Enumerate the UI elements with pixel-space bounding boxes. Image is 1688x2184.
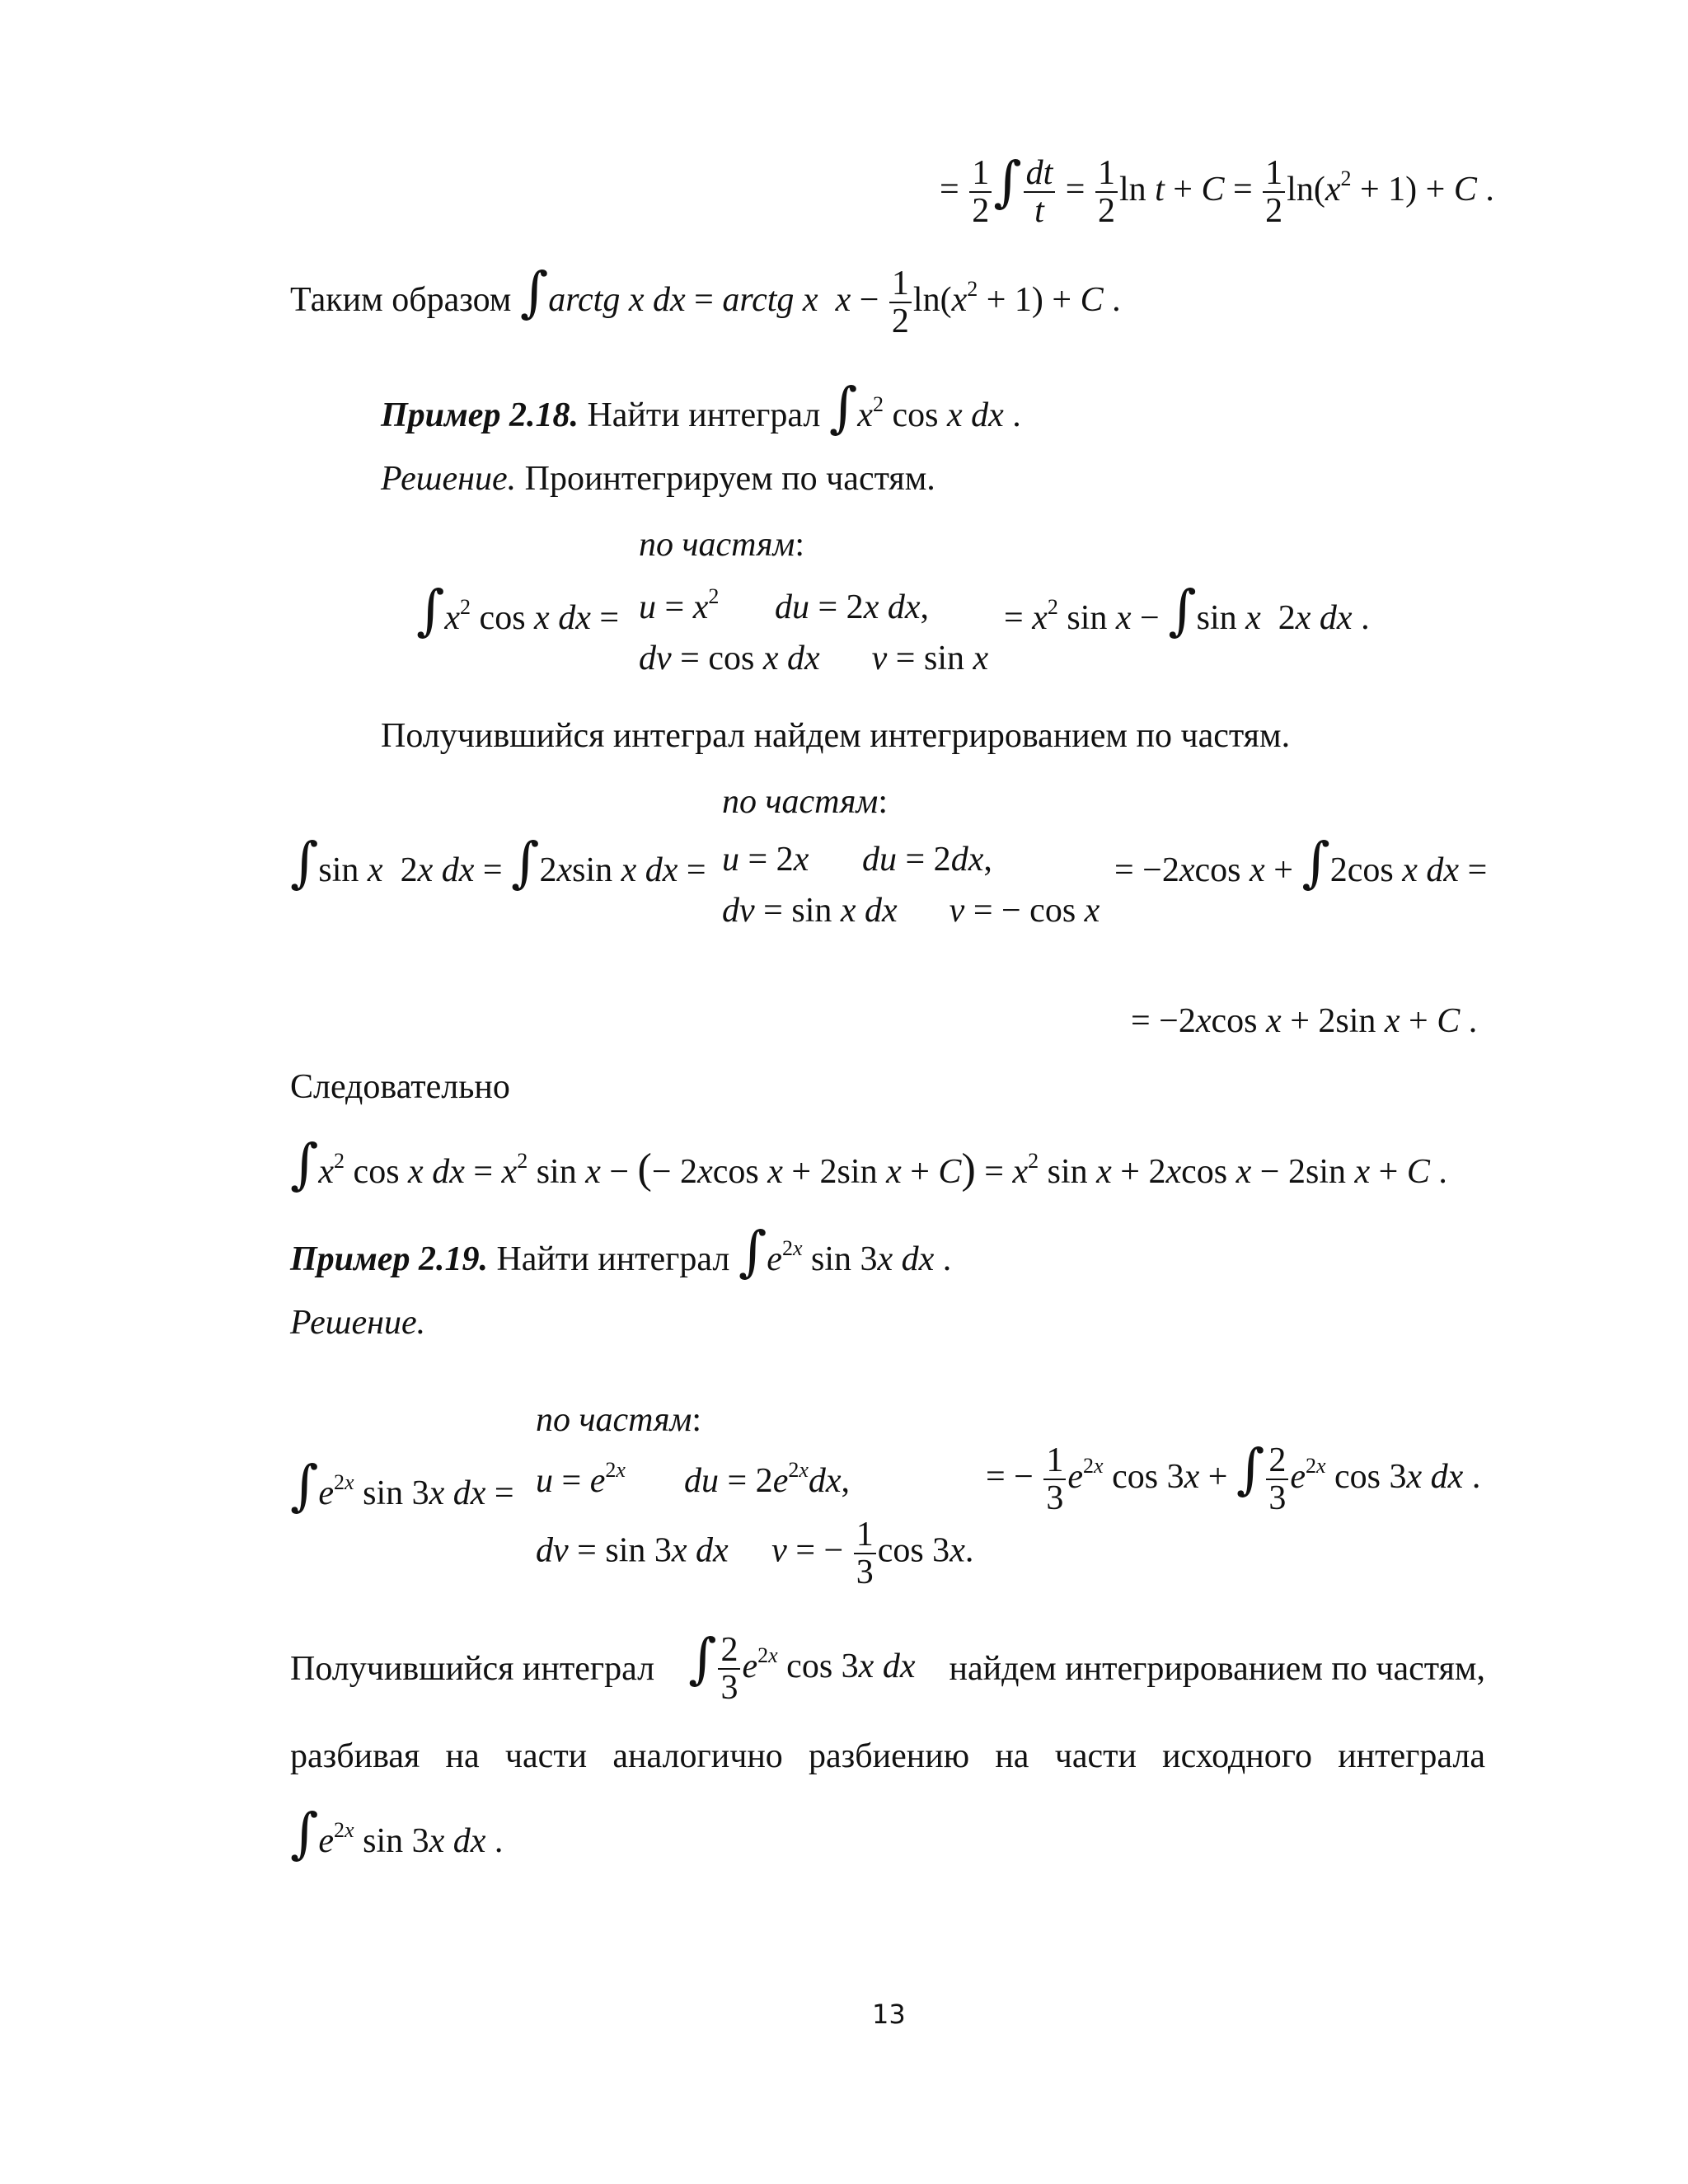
obtained-integral-prefix: Получившийся интеграл	[290, 1650, 655, 1689]
by-parts-final-2: = −2xcos x + 2sin x + C .	[1131, 1002, 1478, 1040]
obtained-integral-paragraph-line1	[290, 1627, 1485, 1708]
by-parts-dv-3: dv = sin 3x dx v = − $\frac{1}{3}$ cos 3x.	[536, 1516, 974, 1592]
original-integral: $\int e^{2x}$ sin 3x dx .	[290, 1802, 504, 1865]
example-219-label: Пример 2.19.	[290, 1240, 488, 1278]
by-parts-du-2: du = 2dx,	[862, 841, 992, 879]
by-parts-result-1: = $x^2$ sin x − ∫sin x 2x dx .	[1004, 579, 1370, 642]
page-number: 13	[872, 1999, 906, 2030]
example-218-heading: Пример 2.18. Найти интеграл $\int x^2$ cos x dx .	[381, 376, 1021, 439]
solution-label: Решение.	[381, 460, 517, 498]
therefore-formula: $\int x^2$ cos x dx = $x^2$ sin x − (− 2xcos x + 2sin $x + C) = x^2$ sin x + 2xcos x − 2sin x + C .	[290, 1132, 1447, 1196]
formula-continuation: = $\frac{1}{2}$ ∫ $\frac{dt}{t}$ = $\frac{1}{2}$ ln t + C = $\frac{1}{2}$ $\ln(x^2 + 1) + C$ .	[940, 150, 1494, 231]
by-parts-row-2: ∫sin x 2x dx = ∫2xsin x dx =	[290, 831, 706, 894]
by-parts-result-3: = − $\frac{1}{3}$ $e^{2x}$ cos 3x + ∫ $\frac{2}{3}$ $e^{2x}$ cos 3x dx .	[986, 1437, 1481, 1518]
by-parts-dv-2: dv = sin x dx v = − cos x	[722, 892, 1100, 930]
find-integral-text-2: Найти интеграл	[496, 1240, 730, 1278]
by-parts-u-1: $u = x^2$	[639, 584, 720, 626]
by-parts-label-1: по частям:	[639, 526, 805, 564]
by-parts-dv-1: dv = cos x dx v = sin x	[639, 640, 989, 677]
therefore-text: Следовательно	[290, 1068, 510, 1106]
by-parts-u-2: u = 2x	[722, 841, 809, 879]
example-218-label: Пример 2.18.	[381, 396, 579, 434]
solution-219: Решение.	[290, 1304, 426, 1342]
split-sentence: разбивая на части аналогично разбиению на части исходного интеграла	[290, 1737, 1485, 1775]
solution-218-text: Проинтегрируем по частям.	[524, 460, 935, 498]
obtained-integral-formula: ∫ $\frac{2}{3}$ $e^{2x}$ cos 3x dx	[688, 1627, 916, 1708]
find-integral-text: Найти интеграл	[587, 396, 821, 434]
by-parts-label-2: по частям:	[722, 783, 889, 821]
by-parts-label-3: по частям:	[536, 1401, 702, 1439]
by-parts-row-3: $\int e^{2x}$ sin 3x dx =	[290, 1454, 514, 1517]
result-line-arctg: Таким образом ∫arctg x dx = arctg x x − $\frac{1}{2}$ $\ln(x^2 + 1) + C$ .	[290, 260, 1121, 341]
obtained-integral-suffix: найдем интегрированием по частям,	[949, 1650, 1485, 1689]
by-parts-u-3: $u = e^{2x}$	[536, 1458, 626, 1500]
by-parts-row-1: $\int x^2$ cos x dx =	[416, 579, 620, 642]
solution-218	[381, 462, 935, 496]
by-parts-du-1: du = 2x dx,	[775, 588, 929, 626]
by-parts-du-3: du = $2e^{2x}dx$,	[684, 1458, 851, 1500]
example-219-heading: Пример 2.19. Найти интеграл $\int e^{2x}$ sin 3x dx .	[290, 1220, 952, 1283]
obtained-integral-sentence: Получившийся интеграл найдем интегрированием по частям.	[381, 717, 1291, 755]
by-parts-result-2: = −2xcos x + ∫2cos x dx =	[1114, 831, 1488, 894]
thus-text: Таким образом	[290, 281, 512, 319]
